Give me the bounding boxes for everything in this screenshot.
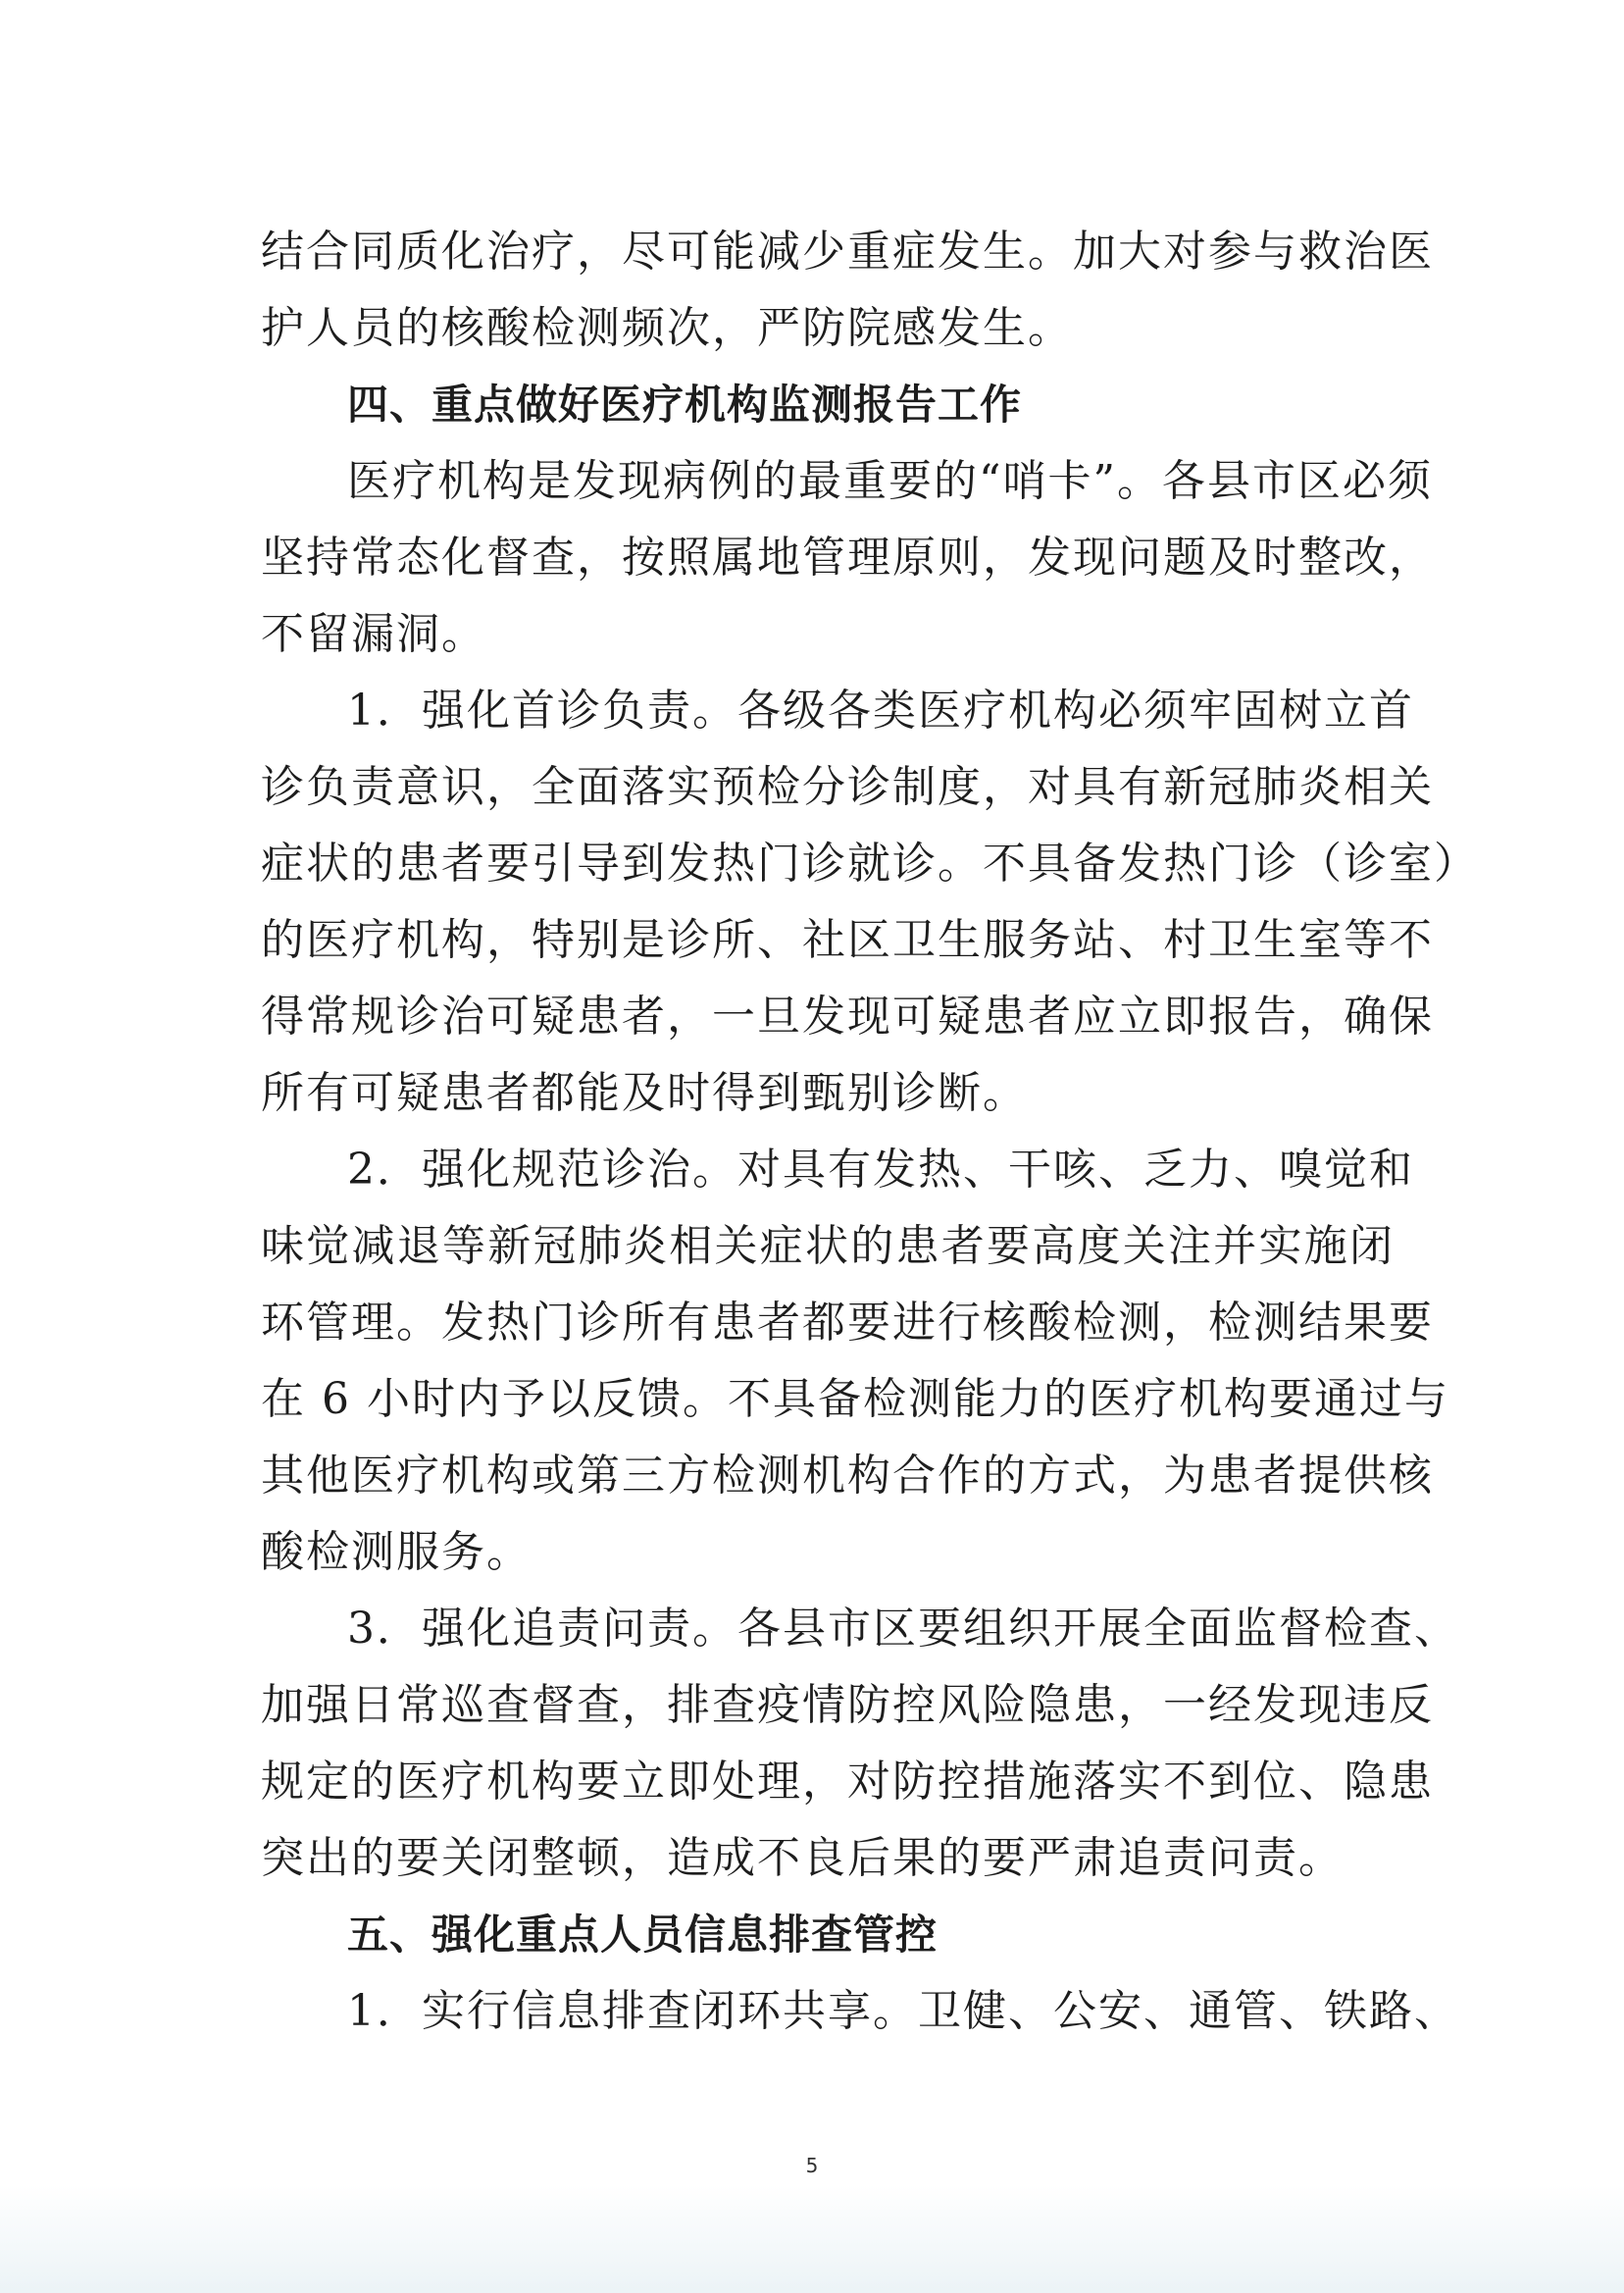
text-line: 突出的要关闭整顿，造成不良后果的要严肃追责问责。 bbox=[261, 1833, 1344, 1883]
text-line: 3．强化追责问责。各县市区要组织开展全面监督检查、 bbox=[347, 1604, 1459, 1654]
section-heading: 五、强化重点人员信息排查管控 bbox=[347, 1911, 939, 1959]
text-line: 酸检测服务。 bbox=[261, 1527, 532, 1577]
text-line: 所有可疑患者都能及时得到甄别诊断。 bbox=[261, 1068, 1028, 1118]
text-line: 护人员的核酸检测频次，严防院感发生。 bbox=[261, 303, 1073, 353]
text-line: 在 6 小时内予以反馈。不具备检测能力的医疗机构要通过与 bbox=[261, 1374, 1449, 1424]
text-line: 味觉减退等新冠肺炎相关症状的患者要高度关注并实施闭 bbox=[261, 1221, 1395, 1271]
text-line: 症状的患者要引导到发热门诊就诊。不具备发热门诊（诊室） bbox=[261, 839, 1479, 889]
text-line: 不留漏洞。 bbox=[261, 609, 486, 659]
text-line: 医疗机构是发现病例的最重要的“哨卡”。各县市区必须 bbox=[347, 456, 1433, 506]
page-number: 5 bbox=[805, 2154, 819, 2177]
text-line: 的医疗机构，特别是诊所、社区卫生服务站、村卫生室等不 bbox=[261, 915, 1434, 965]
scan-tint bbox=[0, 2185, 1624, 2293]
document-body bbox=[261, 214, 1479, 2050]
text-line: 2．强化规范诊治。对具有发热、干咳、乏力、嗅觉和 bbox=[347, 1145, 1414, 1195]
text-line: 坚持常态化督查，按照属地管理原则，发现问题及时整改， bbox=[261, 533, 1434, 583]
text-line: 得常规诊治可疑患者，一旦发现可疑患者应立即报告，确保 bbox=[261, 992, 1434, 1042]
text-line: 结合同质化治疗，尽可能减少重症发生。加大对参与救治医 bbox=[261, 227, 1434, 277]
text-line: 1．实行信息排查闭环共享。卫健、公安、通管、铁路、 bbox=[347, 1986, 1459, 2036]
section-heading: 四、重点做好医疗机构监测报告工作 bbox=[347, 381, 1023, 429]
text-line: 其他医疗机构或第三方检测机构合作的方式，为患者提供核 bbox=[261, 1451, 1434, 1501]
text-line: 规定的医疗机构要立即处理，对防控措施落实不到位、隐患 bbox=[261, 1757, 1434, 1807]
text-line: 1．强化首诊负责。各级各类医疗机构必须牢固树立首 bbox=[347, 686, 1414, 736]
text-line: 诊负责意识，全面落实预检分诊制度，对具有新冠肺炎相关 bbox=[261, 762, 1434, 812]
text-line: 环管理。发热门诊所有患者都要进行核酸检测，检测结果要 bbox=[261, 1298, 1434, 1348]
text-line: 加强日常巡查督查，排查疫情防控风险隐患，一经发现违反 bbox=[261, 1680, 1434, 1730]
